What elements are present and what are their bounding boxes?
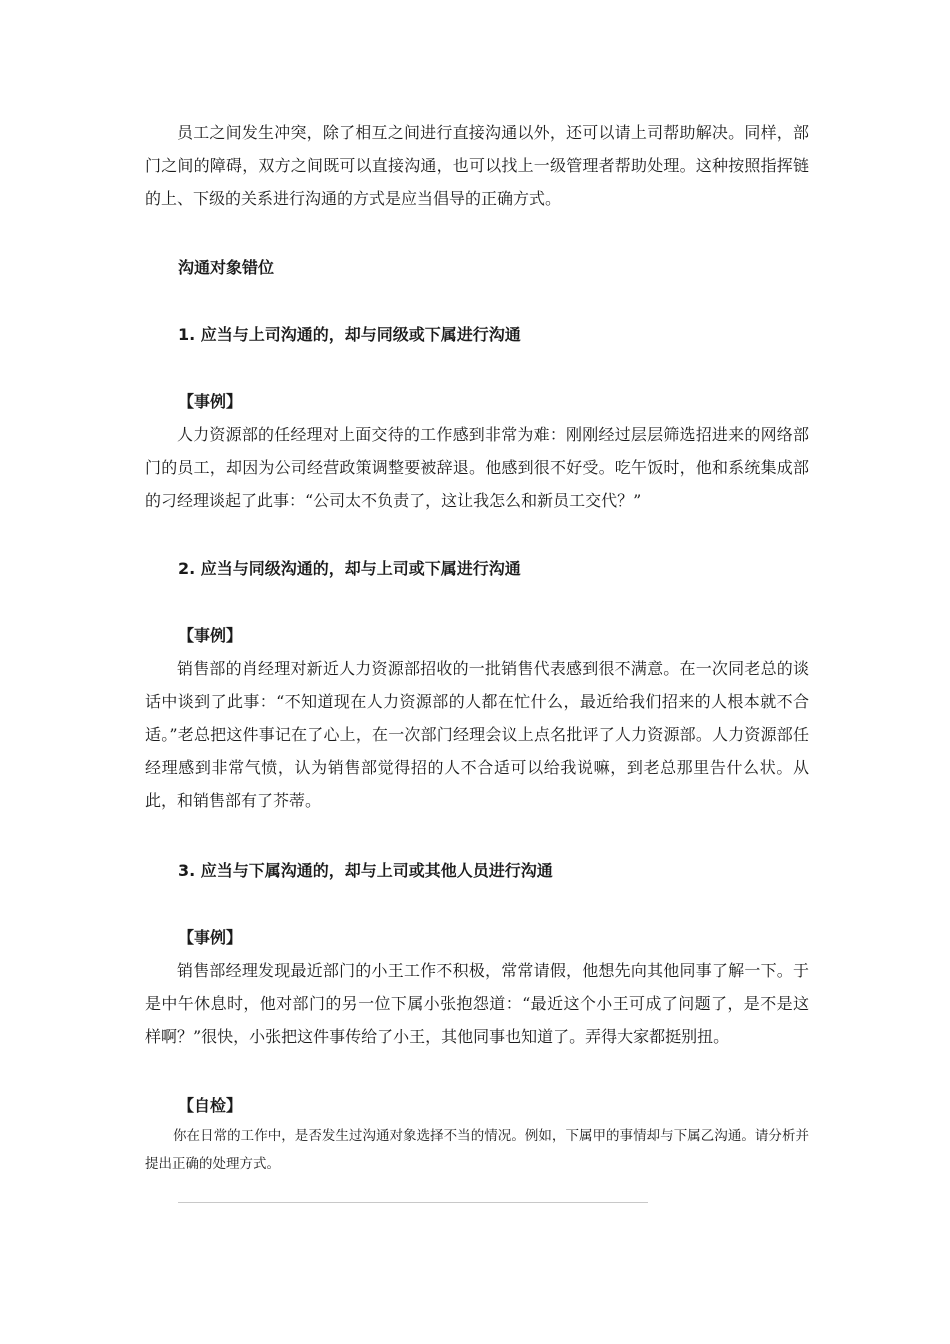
case-1-label: 【事例】 [178,392,243,411]
case-1-heading: 1. 应当与上司沟通的，却与同级或下属进行沟通 [178,325,521,344]
intro-paragraph: 员工之间发生冲突，除了相互之间进行直接沟通以外，还可以请上司帮助解决。同样，部门之间的障碍，双方之间既可以直接沟通，也可以找上一级管理者帮助处理。这种按照指挥链的上、下级的关系进行沟通的方式是应当倡导的正确方式。 [145,123,809,208]
section-title: 沟通对象错位 [178,258,275,277]
case-3-label: 【事例】 [178,928,243,947]
footer-divider [178,1202,648,1203]
case-3-paragraph: 销售部经理发现最近部门的小王工作不积极，常常请假，他想先向其他同事了解一下。于是中午休息时，他对部门的另一位下属小张抱怨道：“最近这个小王可成了问题了，是不是这样啊？”很快，小张把这件事传给了小王，其他同事也知道了。弄得大家都挺别扭。 [145,961,809,1046]
case-2-heading: 2. 应当与同级沟通的，却与上司或下属进行沟通 [178,559,521,578]
case-3-heading: 3. 应当与下属沟通的，却与上司或其他人员进行沟通 [178,861,553,880]
case-1-paragraph: 人力资源部的任经理对上面交待的工作感到非常为难：刚刚经过层层筛选招进来的网络部门的员工，却因为公司经营政策调整要被辞退。他感到很不好受。吃午饭时，他和系统集成部的刁经理谈起了此事：“公司太不负责了，这让我怎么和新员工交代？” [145,425,809,510]
self-check-label: 【自检】 [178,1096,243,1115]
self-check-paragraph: 你在日常的工作中，是否发生过沟通对象选择不当的情况。例如，下属甲的事情却与下属乙沟通。请分析并提出正确的处理方式。 [145,1128,809,1172]
case-2-label: 【事例】 [178,626,243,645]
case-2-paragraph: 销售部的肖经理对新近人力资源部招收的一批销售代表感到很不满意。在一次同老总的谈话中谈到了此事：“不知道现在人力资源部的人都在忙什么，最近给我们招来的人根本就不合适。”老总把这件事记在了心上，在一次部门经理会议上点名批评了人力资源部。人力资源部任经理感到非常气愤，认为销售部觉得招的人不合适可以给我说嘛，到老总那里告什么状。从此，和销售部有了芥蒂。 [145,659,809,810]
